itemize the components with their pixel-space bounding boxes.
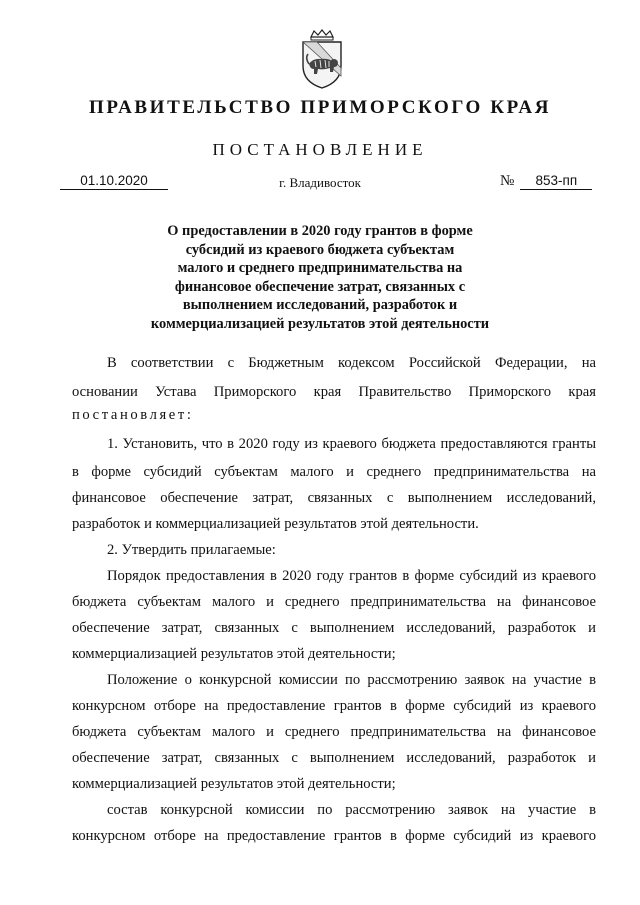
body-line: коммерциализацией результатов этой деятельности; (72, 646, 396, 662)
body-line: конкурсном отборе на предоставление грантов в форме субсидий из краевого (72, 698, 596, 714)
subject-line: выполнением исследований, разработок и (182, 297, 458, 314)
body-line: 2. Утвердить прилагаемые: (107, 542, 276, 558)
body-line: В соответствии с Бюджетным кодексом Российской Федерации, на (107, 355, 596, 371)
number-value: 853-пп (520, 172, 592, 190)
body-line: состав конкурсной комиссии по рассмотрению заявок на участие в (107, 802, 596, 818)
body-line: основании Устава Приморского края Правительство Приморского края (72, 384, 596, 400)
subject-line: малого и среднего предпринимательства на (177, 260, 463, 277)
body-line: постановляет: (72, 407, 194, 423)
body-line: обеспечение затрат, связанных с выполнением исследований, разработок и (72, 620, 596, 636)
coat-of-arms-icon (297, 28, 347, 90)
body-line: разработок и коммерциализацией результатов этой деятельности. (72, 516, 479, 532)
government-name: ПРАВИТЕЛЬСТВО ПРИМОРСКОГО КРАЯ (88, 97, 552, 118)
body-line: бюджета субъектам малого и среднего предпринимательства на финансовое (72, 594, 596, 610)
subject-line: финансовое обеспечение затрат, связанных с (174, 278, 466, 295)
body-line: в форме субсидий субъектам малого и среднего предпринимательства на (72, 464, 596, 480)
body-line: финансовое обеспечение затрат, связанных с выполнением исследований, (72, 490, 596, 506)
document-city: г. Владивосток (279, 175, 361, 190)
number-sign: № (500, 173, 515, 189)
body-line: Положение о конкурсной комиссии по рассмотрению заявок на участие в (107, 672, 596, 688)
body-line: коммерциализацией результатов этой деятельности; (72, 776, 396, 792)
body-line: обеспечение затрат, связанных с выполнением исследований, разработок и (72, 750, 596, 766)
body-line: конкурсном отборе на предоставление грантов в форме субсидий из краевого (72, 828, 596, 844)
body-line: 1. Установить, что в 2020 году из краевого бюджета предоставляются гранты (107, 436, 596, 452)
subject-line: субсидий из краевого бюджета субъектам (185, 241, 455, 258)
document-subject (130, 222, 510, 334)
body-line: бюджета субъектам малого и среднего предпринимательства на финансовое (72, 724, 596, 740)
document-date: 01.10.2020 (60, 172, 168, 190)
document-type: ПОСТАНОВЛЕНИЕ (212, 140, 428, 159)
body-line: Порядок предоставления в 2020 году грантов в форме субсидий из краевого (107, 568, 596, 584)
subject-line: О предоставлении в 2020 году грантов в форме (167, 223, 473, 239)
document-number (500, 172, 592, 190)
subject-line: коммерциализацией результатов этой деятельности (150, 315, 490, 332)
